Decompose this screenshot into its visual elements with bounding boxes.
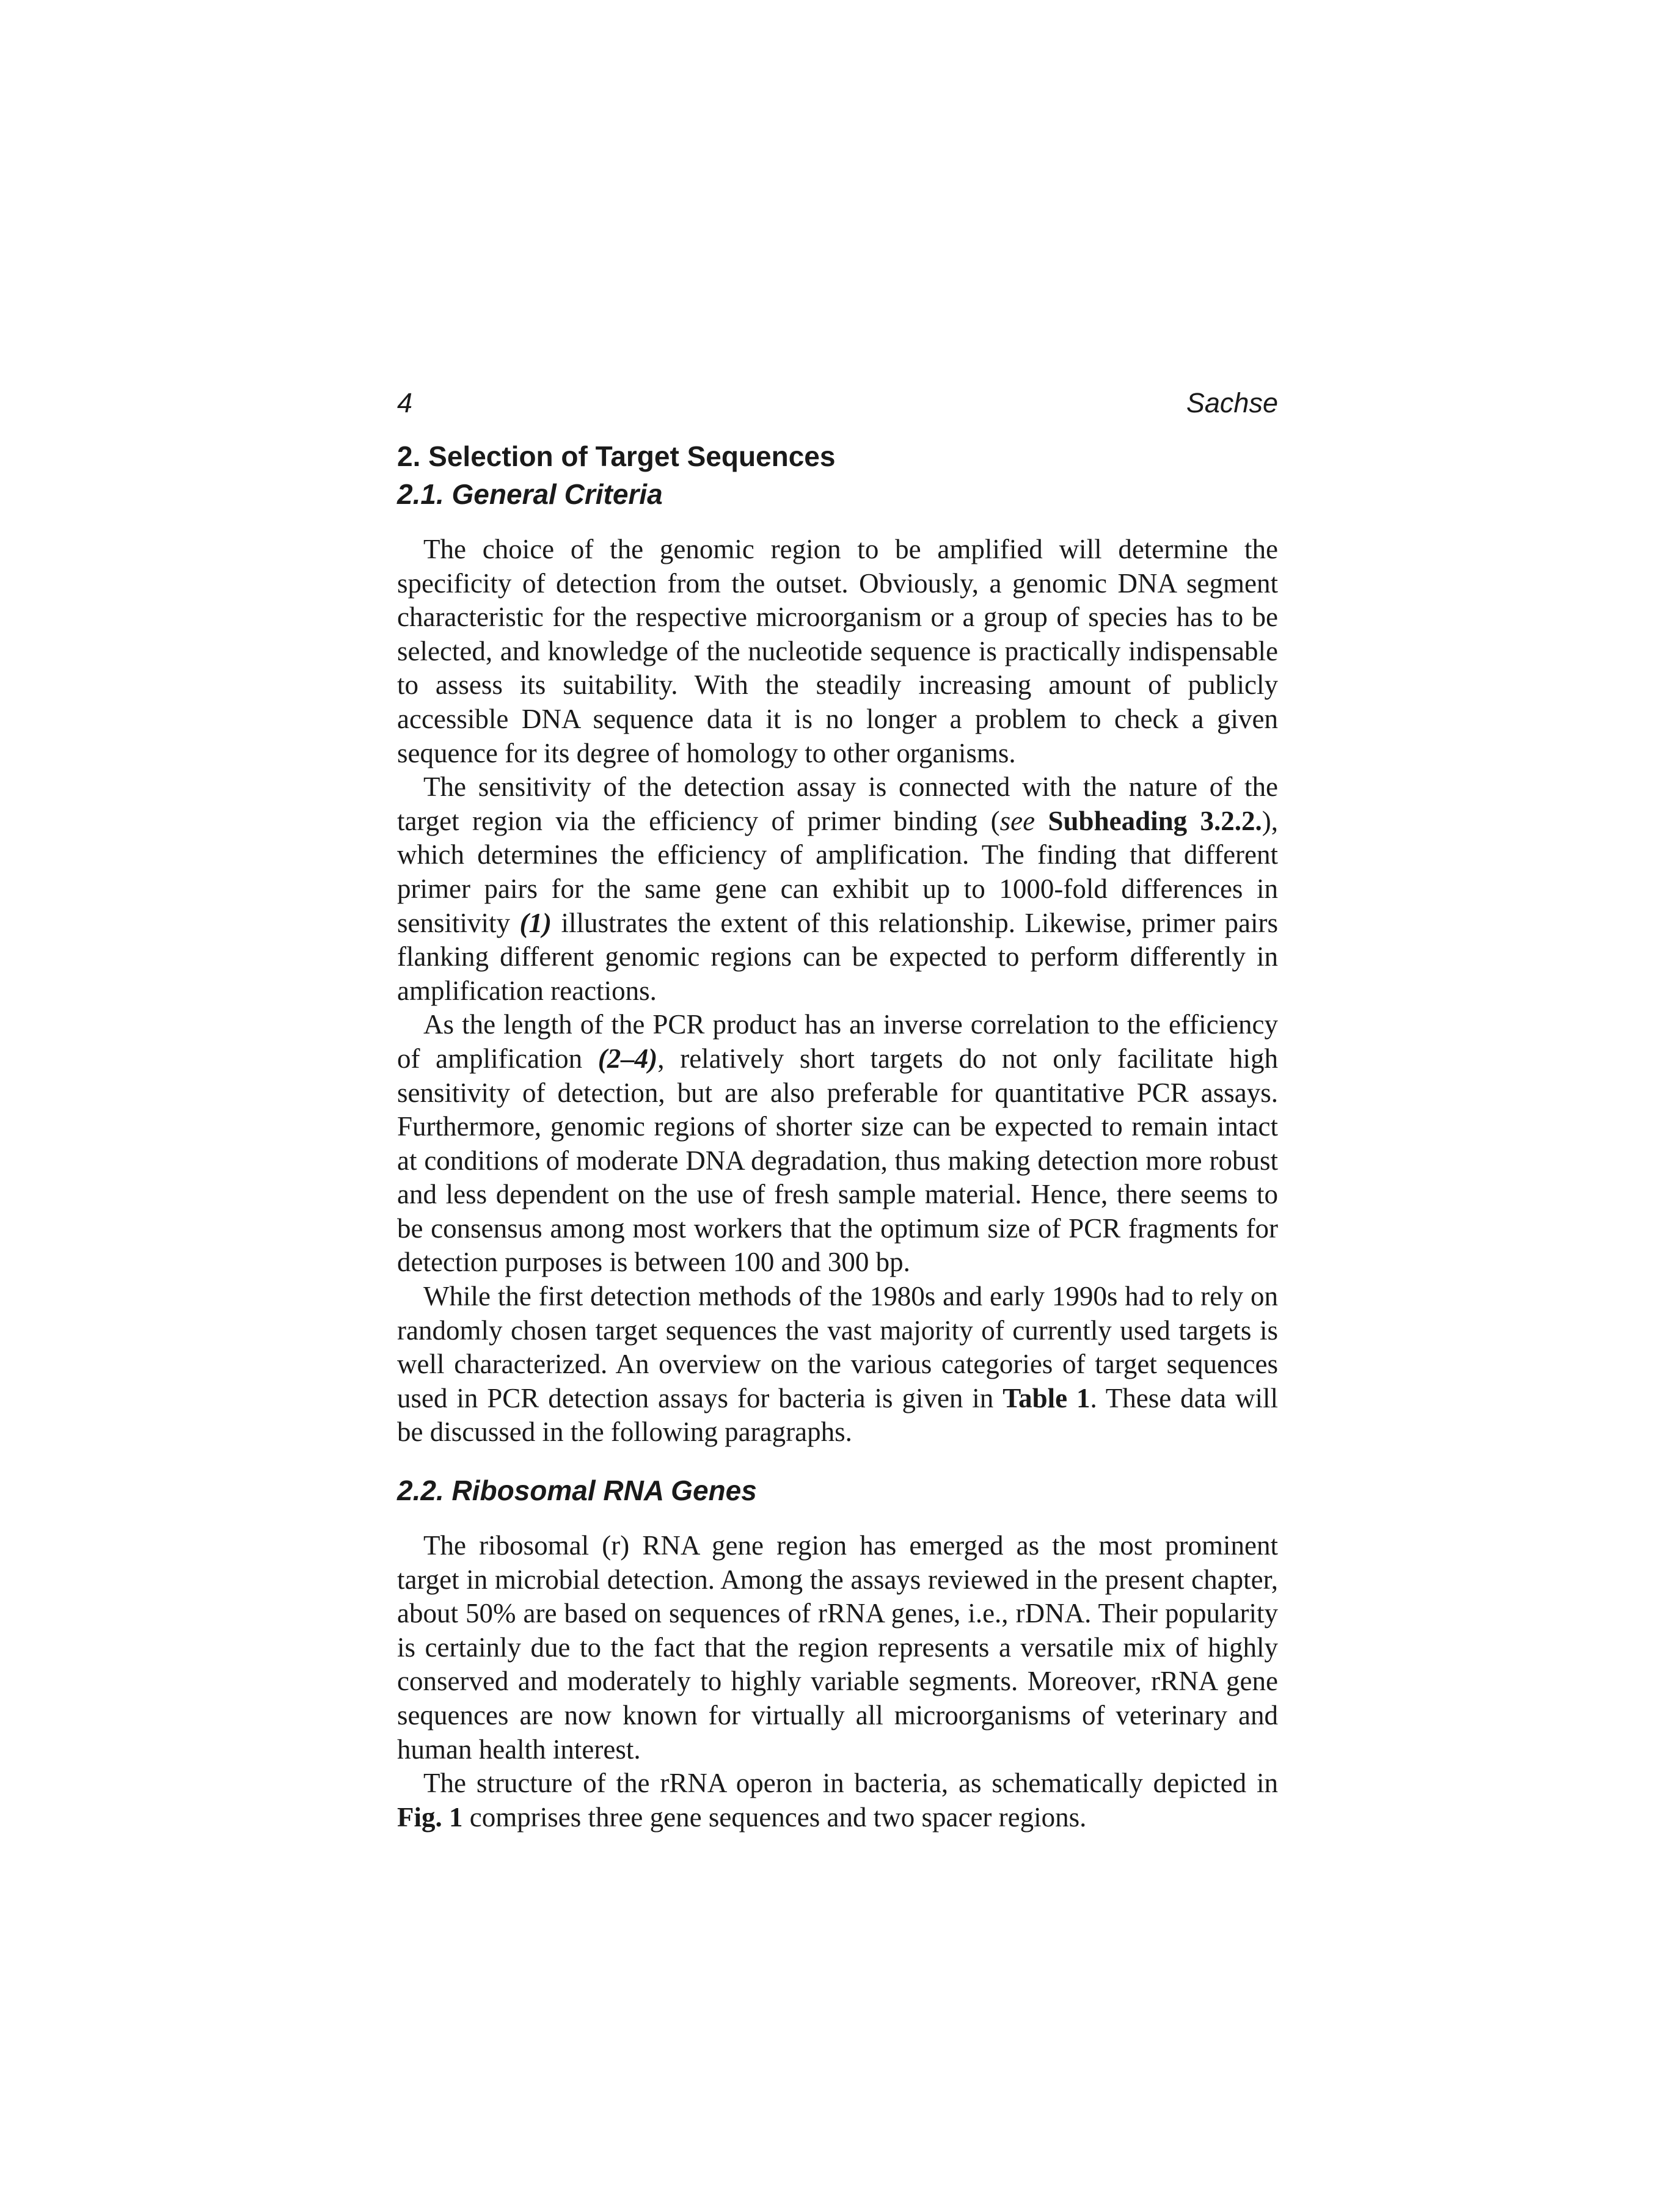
paragraph-detection-history: While the first detection methods of the 1980s and early 1990s had to rely on randomly chosen target sequences the vast majority of currently used targets is well characterized. An overview on the various categories of target sequences used in PCR detection assays for bacteria is given in Table 1. These data will be discussed in the following paragraphs. <box>397 1281 1278 1448</box>
section-heading: 2. Selection of Target Sequences <box>397 440 836 472</box>
citation-1[interactable]: (1) <box>519 907 552 938</box>
paragraph-sensitivity: The sensitivity of the detection assay is connected with the nature of the target region via the efficiency of primer binding (see Subheading 3.2.2.), which determines the efficiency of amplification. The finding that different primer pairs for the same gene can exhibit up to 1000-fold differences in sensitivity (1) illustrates the extent of this relationship. Likewise, primer pairs flanking different genomic regions can be expected to perform differently in amplification reactions. <box>397 771 1279 1006</box>
subsection-heading-general-criteria: 2.1. General Criteria <box>397 478 663 510</box>
see-reference: see <box>999 805 1035 836</box>
paragraph-choice-of-region: The choice of the genomic region to be amplified will determine the specificity of detection from the outset. Obviously, a genomic DNA segment characteristic for the respective microorganism or a group of species has to be selected, and knowledge of the nucleotide sequence is practically indispensable to assess its suitability. With the steadily increasing amount of publicly accessible DNA sequence data it is no longer a problem to check a given sequence for its degree of homology to other organisms. <box>397 534 1278 768</box>
page-number: 4 <box>397 387 413 418</box>
subsection-heading-ribosomal-rna: 2.2. Ribosomal RNA Genes <box>397 1475 757 1507</box>
table-1-crossref[interactable]: Table 1 <box>1003 1382 1090 1413</box>
book-page <box>397 385 1278 1834</box>
subheading-crossref[interactable]: Subheading 3.2.2. <box>1048 805 1262 836</box>
paragraph-rrna-operon: The structure of the rRNA operon in bacteria, as schematically depicted in Fig. 1 comprises three gene sequences and two spacer regions. <box>397 1768 1278 1832</box>
fig-1-crossref[interactable]: Fig. 1 <box>397 1801 463 1832</box>
running-head-author: Sachse <box>1186 387 1278 418</box>
running-head <box>397 385 1278 421</box>
paragraph-rrna-region: The ribosomal (r) RNA gene region has emerged as the most prominent target in microbial detection. Among the assays reviewed in the present chapter, about 50% are based on sequences of rRNA genes, i.e., rDNA. Their popularity is certainly due to the fact that the region represents a versatile mix of highly conserved and moderately to highly variable segments. Moreover, rRNA gene sequences are now known for virtually all microorganisms of veterinary and human health interest. <box>397 1530 1278 1765</box>
citation-2-4[interactable]: (2–4) <box>597 1043 658 1074</box>
paragraph-pcr-length: As the length of the PCR product has an inverse correlation to the efficiency of amplification (2–4), relatively short targets do not only facilitate high sensitivity of detection, but are also preferable for quantitative PCR assays. Furthermore, genomic regions of shorter size can be expected to remain intact at conditions of moderate DNA degradation, thus making detection more robust and less dependent on the use of fresh sample material. Hence, there seems to be consensus among most workers that the optimum size of PCR fragments for detection purposes is between 100 and 300 bp. <box>397 1009 1279 1278</box>
